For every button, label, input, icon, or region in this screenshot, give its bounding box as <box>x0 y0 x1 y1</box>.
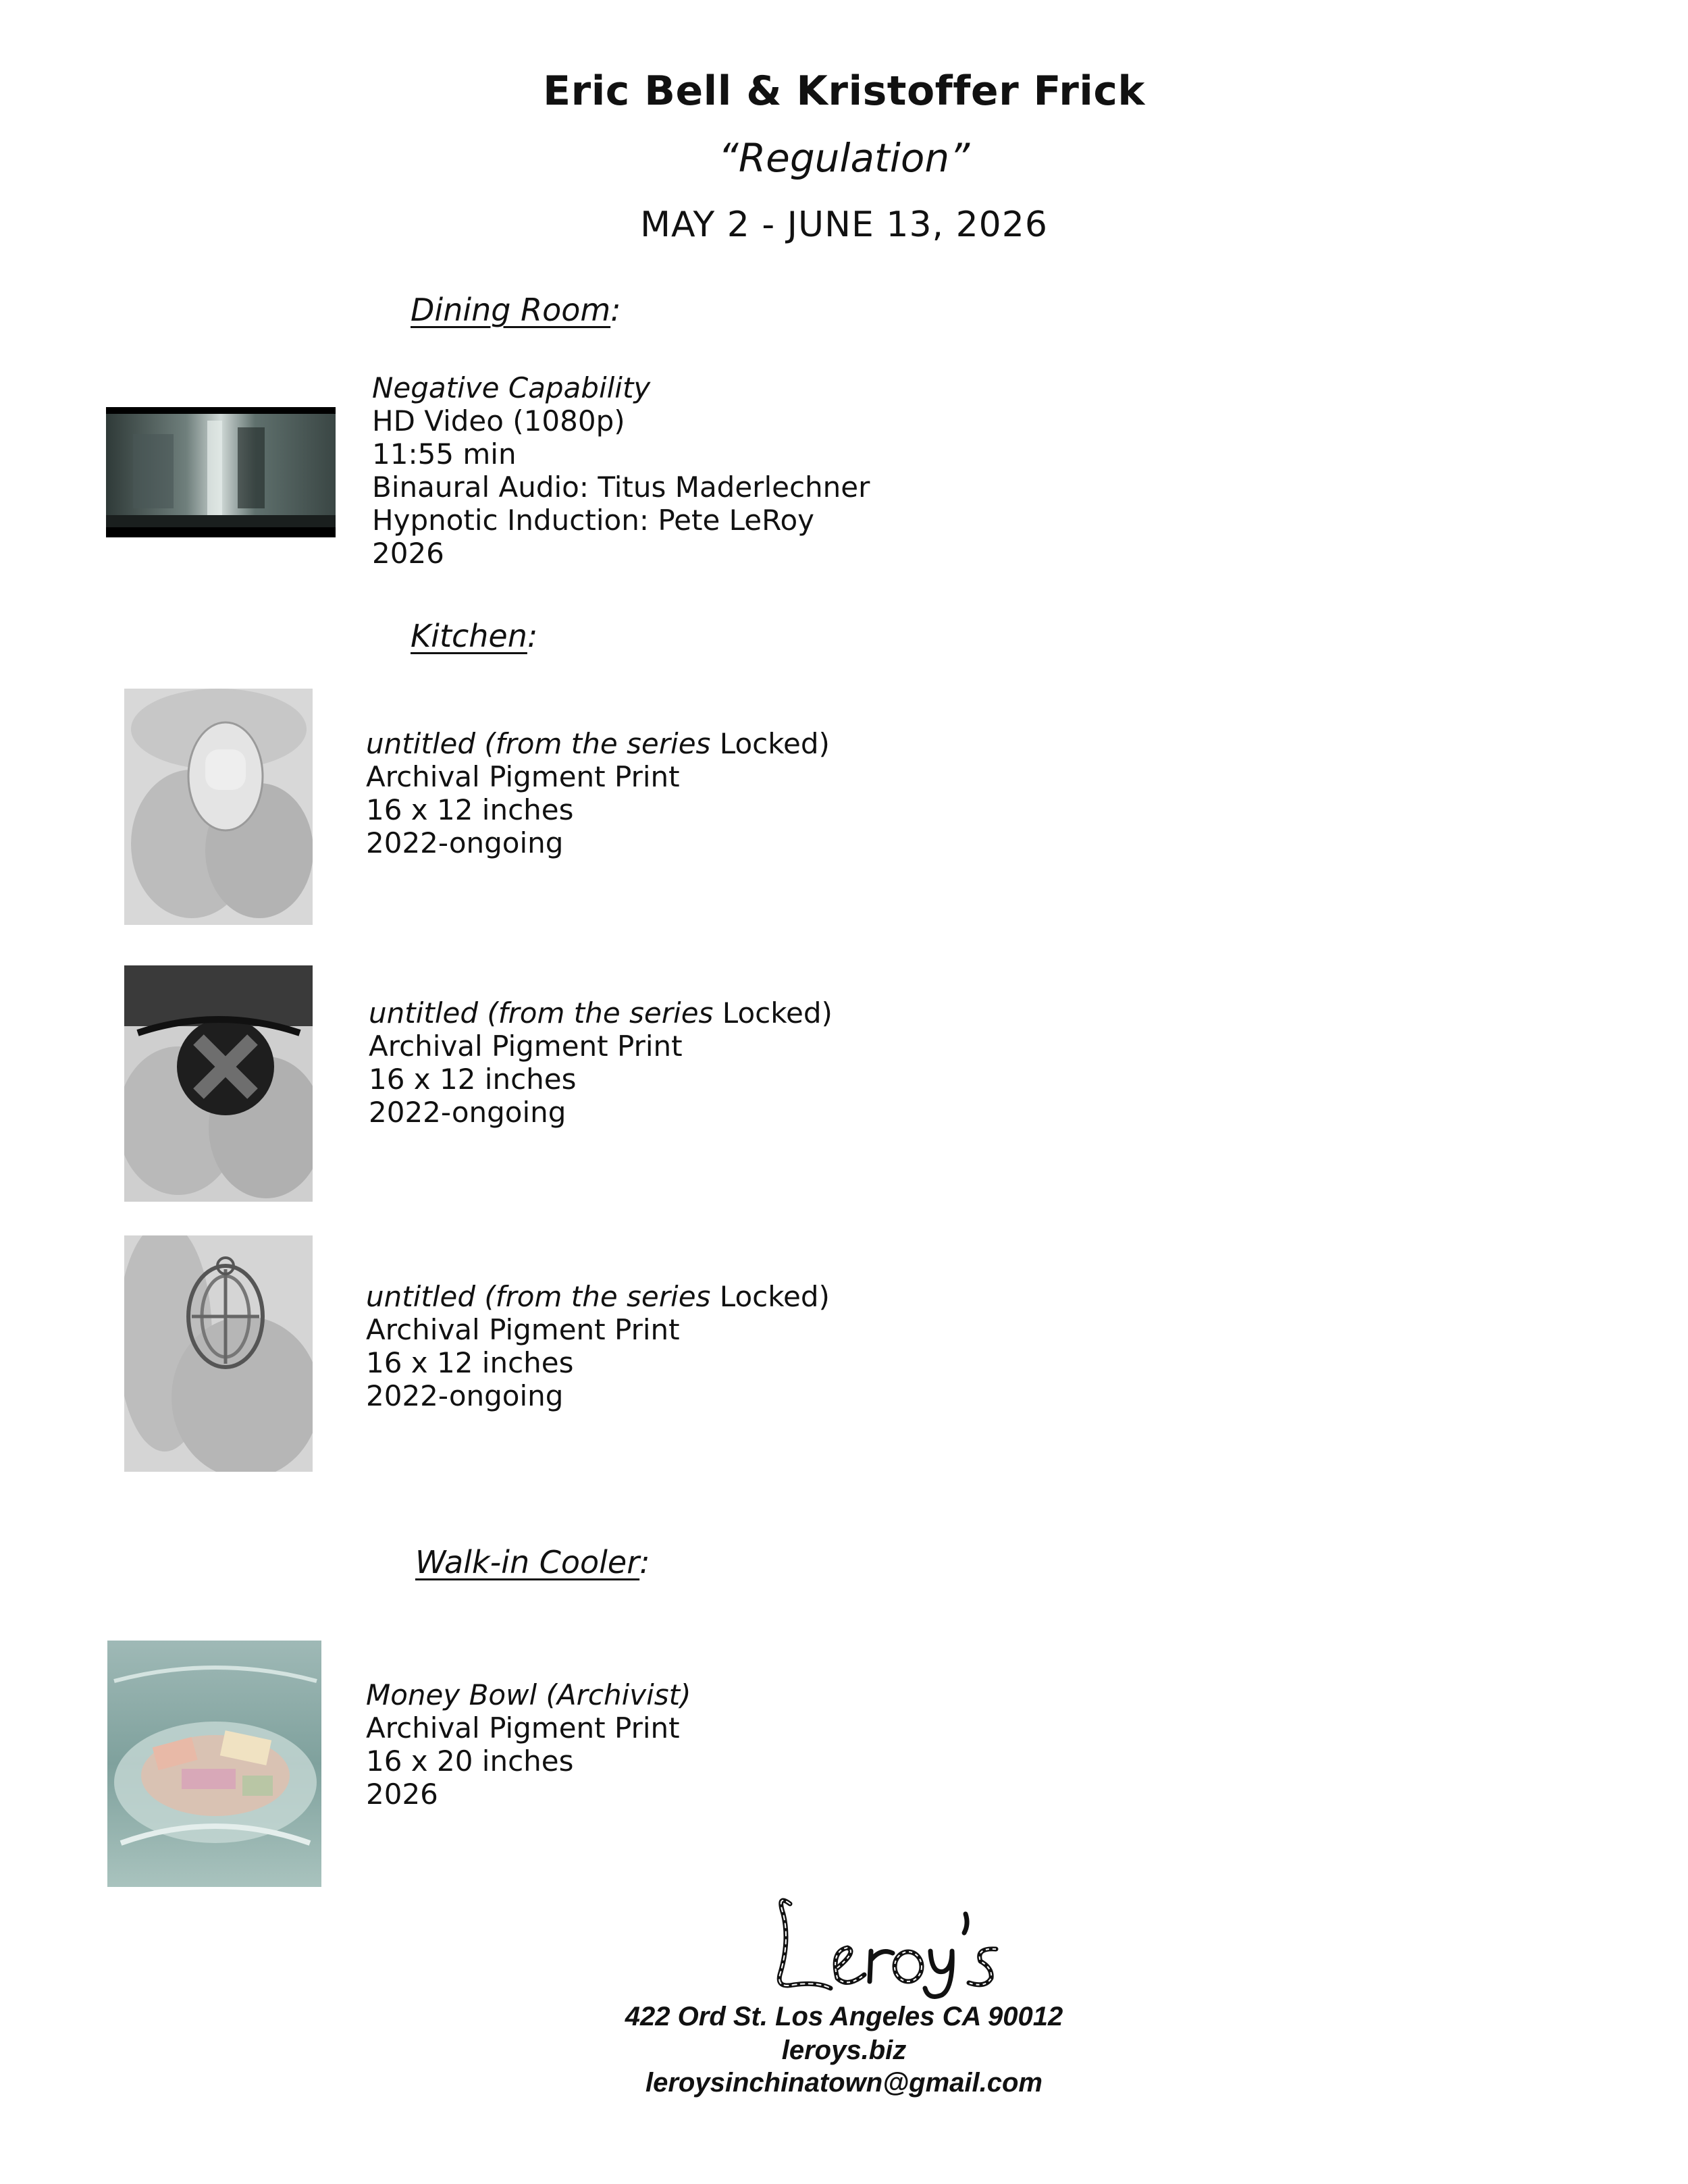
photo-thumbnail <box>124 965 313 1202</box>
artwork-title <box>369 996 833 1030</box>
artwork-year: 2026 <box>372 537 444 570</box>
section-heading-colon: : <box>639 1544 650 1580</box>
section-heading-dining-room <box>411 292 621 328</box>
section-heading-label: Walk-in Cooler <box>415 1544 640 1580</box>
artwork-caption <box>366 1280 830 1412</box>
section-heading-label: Dining Room <box>411 292 611 328</box>
photo-thumbnail <box>107 1641 321 1887</box>
artwork-medium: Archival Pigment Print <box>366 760 680 793</box>
artwork-year: 2026 <box>366 1778 438 1811</box>
artwork-title: Negative Capability <box>372 371 651 404</box>
artwork-size: 16 x 12 inches <box>366 793 574 826</box>
gallery-email-link[interactable]: leroysinchinatown@gmail.com <box>645 2068 1043 2098</box>
exhibition-dates: MAY 2 - JUNE 13, 2026 <box>640 205 1048 245</box>
artwork-credit-audio: Binaural Audio: Titus Maderlechner <box>372 471 870 504</box>
artwork-medium: Archival Pigment Print <box>369 1030 683 1063</box>
photo-thumbnail <box>124 1235 313 1472</box>
artwork-size: 16 x 12 inches <box>366 1346 574 1379</box>
artwork-caption <box>372 371 870 570</box>
leroys-logo <box>763 1887 1020 2005</box>
artwork-size: 16 x 20 inches <box>366 1744 574 1778</box>
artwork-title-italic: untitled (from the series <box>366 1280 720 1313</box>
section-heading-colon: : <box>610 292 621 328</box>
artwork-caption <box>366 727 830 859</box>
artwork-title <box>366 727 830 760</box>
artists-heading: Eric Bell & Kristoffer Frick <box>543 68 1145 115</box>
artwork-caption <box>366 1678 691 1811</box>
artwork-medium: HD Video (1080p) <box>372 404 625 437</box>
artwork-title: Money Bowl (Archivist) <box>366 1678 691 1711</box>
artwork-title-roman: Locked) <box>719 727 830 760</box>
exhibition-title: “Regulation” <box>718 135 970 181</box>
artwork-title-italic: untitled (from the series <box>369 996 722 1030</box>
artwork-title <box>366 1280 830 1313</box>
video-still-thumbnail <box>106 407 336 537</box>
section-heading-walk-in-cooler <box>415 1544 650 1580</box>
artwork-medium: Archival Pigment Print <box>366 1313 680 1346</box>
artwork-size: 16 x 12 inches <box>369 1063 577 1096</box>
photo-thumbnail <box>124 689 313 925</box>
artwork-year: 2022-ongoing <box>366 826 564 859</box>
artwork-title-roman: Locked) <box>722 996 833 1030</box>
artwork-year: 2022-ongoing <box>369 1096 566 1129</box>
section-heading-kitchen <box>411 618 537 654</box>
artwork-title-roman: Locked) <box>719 1280 830 1313</box>
section-heading-colon: : <box>527 618 538 654</box>
artwork-credit-hypnosis: Hypnotic Induction: Pete LeRoy <box>372 504 814 537</box>
artwork-caption <box>369 996 833 1129</box>
artwork-year: 2022-ongoing <box>366 1379 564 1412</box>
artwork-medium: Archival Pigment Print <box>366 1711 680 1744</box>
gallery-address: 422 Ord St. Los Angeles CA 90012 <box>625 2002 1063 2031</box>
gallery-website-link[interactable]: leroys.biz <box>781 2035 907 2065</box>
artwork-title-italic: untitled (from the series <box>366 727 720 760</box>
artwork-duration: 11:55 min <box>372 437 517 471</box>
section-heading-label: Kitchen <box>411 618 527 654</box>
